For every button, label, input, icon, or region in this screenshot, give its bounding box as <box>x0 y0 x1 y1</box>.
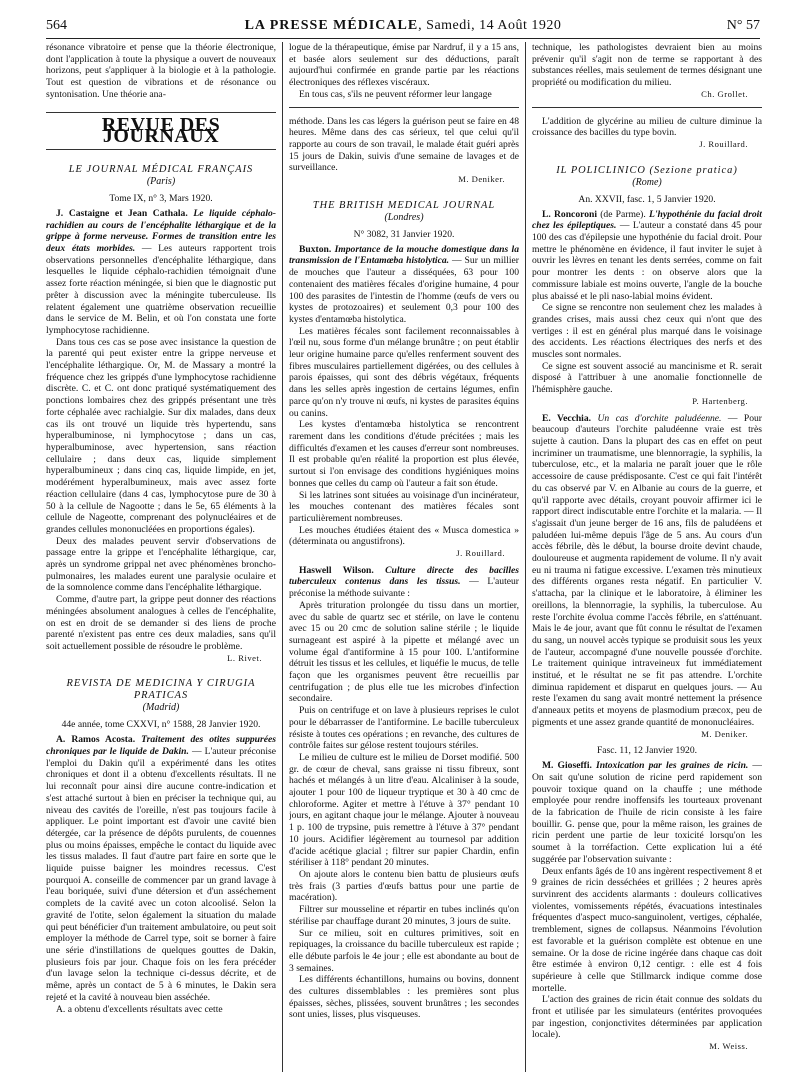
paragraph: Comme, d'autre part, la grippe peut donner des réactions méningées absolument analogues à celles de l'encéphalite, on est en droit de se demander si des liens de proche parenté n'existent pas entre ces deux maladies, sans qu'il soit actuellement possible de résoudre le problème. <box>46 594 276 652</box>
article-title: Intoxication par les graines de ricin. <box>595 760 749 772</box>
column-middle <box>289 42 519 1072</box>
article <box>532 209 762 303</box>
article-author: Haswell Wilson. <box>299 564 374 576</box>
paragraph: Les matières fécales sont facilement reconnaissables à l'œil nu, sous forme d'un mélange brunâtre ; on peut établir leur origine humaine parce qu'elles renferment souvent des fibres musculaires partiellement digérées, ou des cellules à parois épaisses, qui sont des débris végétaux, fréquents dans les selles après ingestion de certains légumes, enfin parce qu'on n'y trouve ni œufs, ni kystes de parasites équins ou canins. <box>289 325 519 419</box>
article-text: — Au reste l'examen du sang avait montré nettement la présence d'anneaux petits et moyens de plasmodium præcox, peu de pigments et une assez grande quantité de mononucléaires. <box>532 681 762 728</box>
signature: Ch. Grollet. <box>701 88 748 99</box>
article-author: L. Roncoroni <box>542 208 597 220</box>
paragraph: Ce signe est souvent associé au mancinisme et R. serait disposé à l'attribuer à une anomalie fonctionnelle de l'hémisphère gauche. <box>532 360 762 396</box>
article-text: — Les auteurs rapportent trois observations personnelles d'encéphalite léthargique, dans lesquelles le liquide céphalo-rachidien témoignait d'une assez forte réaction méningée, si bien que le diagnostic put prêter à discussion avec la méningite tuberculeuse. Ils relatent également une quatrième observation recueillie dans le service de M. Belin, et où l'on constata une forte lymphocytose rachidienne. <box>46 243 276 336</box>
journal-place: (Paris) <box>146 175 176 187</box>
article-text: — L'auteur préconise l'emploi du Dakin qu'il a expérimenté dans les otites chroniques et dont il a obtenu d'excellents résultats. Il ne lui reconnaît pour ainsi dire aucune contre-indication et s'est attaché surtout à bien en préciser la technique qui, au niveau des cavités de l'oreille, n'est pas toujours facile à appliquer. Le point important est d'avoir une cavité bien détergée, car la présence de dépôts purulents, de couennes plus ou moins épaisses, empêche le contact du liquide avec les tissus malades. Il faut d'autre part faire en sorte que le liquide puisse baigner les moindres recessus. C'est pourquoi A. conseille de commencer par un grand lavage à l'eau boriquée, suivi d'une détersion et d'un asséchement complets de la cavité avec un coton alcoolisé. Selon la gravité de l'otite, selon également la situation du malade qui peut bénéficier d'un traitement ambulatoire, ou peut soit employer la méthode de Carrel type, soit se borner à faire une série d'instillations de quelques gouttes de Dakin, plusieurs fois par jour. Chaque fois on les fera précéder d'un lavage selon la technique ci-dessus décrite, et de même, après un contact de 5 à 6 minutes, le Dakin sera rejeté et la cavité à nouveau bien asséchée. <box>46 746 276 1003</box>
article <box>532 760 762 865</box>
journal-title: LE JOURNAL MÉDICAL FRANÇAIS <box>68 163 254 175</box>
signature: M. Deniker. <box>701 728 748 739</box>
column-left <box>46 42 276 1072</box>
article <box>289 244 519 326</box>
paragraph: Les différents échantillons, humains ou bovins, donnent des cultures dissemblables : les premières sont plus épaisses, sèches, plissées, souvent brunâtres ; les secondes sont unies, lisses, plus visqueuses. <box>289 974 519 1021</box>
paragraph: Dans tous ces cas se pose avec insistance la question de la parenté qui peut exister entre la grippe nerveuse et l'encéphalite léthargique. Or, M. de Massary a montré la fréquence chez les grippés d'une lymphocytose rachidienne discrète. C. et C. ont donc pratiqué systématiquement des ponctions lombaires chez des grippés présentant une très forte céphalée avec rachialgie. Sur dix malades, dans deux cas ils ont trouvé un liquide très hypertendu, sans hyperalbuminose, ni lymphocytose ; dans un cas, hyperalbuminose, avec hypertension, sans réaction cellulaire ; dans deux cas, liquide simplement hyperalbumineux ; dans cinq cas, liquide limpide, en jet, modérément hyperalbumineux, mais avec assez forte réaction cellulaire (dans 4 cas, lymphocytose pure de 30 à 50 à la cellule de Nagootte ; dans le 5e, 65 éléments à la cellule de Nageotte, comprenant des polynucléaires et de grandes cellules mononucléées en proportions égales). <box>46 336 276 535</box>
signature: M. Deniker. <box>458 174 505 185</box>
article-author-origin: (de Parme). <box>600 208 646 220</box>
signature: L. Rivet. <box>227 652 262 663</box>
masthead-title: LA PRESSE MÉDICALE <box>244 18 419 33</box>
paragraph: Deux enfants âgés de 10 ans ingèrent respectivement 8 et 9 graines de ricin desséchées et grillées ; 2 heures après survinrent des accidents alarmants : douleurs collicatives violentes, vomissements répétés, évacuations intestinales fréquentes d'aspect muco-sanguinolent, vertiges, céphalée, tremblement, signes de collapsus. Néanmoins l'évolution est favorable et la guérison complète est obtenue en une semaine. Or la dose de ricine ingérée dans chaque cas doit être estimée à environ 0,12 centigr. : elle est 4 fois supérieure à celle que Stillmarck indique comme dose mortelle. <box>532 865 762 994</box>
page-number: 564 <box>46 18 67 33</box>
paragraph: Ce signe se rencontre non seulement chez les malades à grandes crises, mais aussi chez ceux qui n'ont que des vertiges : il est en général plus marqué dans le voisinage des accidents. Les réactions électriques des nerfs et des muscles sont normales. <box>532 302 762 361</box>
article <box>289 565 519 600</box>
article-title: L'hypothénie du facial droit chez les épileptiques. <box>532 208 762 232</box>
paragraph: Puis on centrifuge et on lave à plusieurs reprises le culot pour le débarrasser de l'antiformine. Le bacille tuberculeux résiste à toutes ces opérations ; en revanche, des cultures de contrôle faites sur gélose restent toujours stériles. <box>289 705 519 752</box>
paragraph: Sur ce milieu, soit en cultures primitives, soit en repiquages, la croissance du bacille tuberculeux est rapide ; elle débute parfois le 4e jour ; elle est abondante au bout de 3 semaines. <box>289 927 519 974</box>
article <box>46 208 276 337</box>
issue-number: N° 57 <box>726 18 760 33</box>
signature: M. Weiss. <box>709 1041 748 1052</box>
section-title: REVUE DES JOURNAUX <box>46 112 276 150</box>
article <box>46 734 276 1003</box>
journal-issue: An. XXVII, fasc. 1, 5 Janvier 1920. <box>578 193 716 205</box>
journal-title: THE BRITISH MEDICAL JOURNAL <box>312 199 496 211</box>
paragraph: L'addition de glycérine au milieu de culture diminue la croissance des bacilles du type bovin. <box>532 115 762 139</box>
article-title: Importance de la mouche domestique dans la transmission de l'Entamœba histolytica. <box>289 243 519 267</box>
article-author: Buxton. <box>299 243 332 255</box>
paragraph: logue de la thérapeutique, émise par Nardruf, il y a 15 ans, et basée alors seulement sur des déductions, paraît aujourd'hui confirmée en grande partie par les réactions électroniques des réflexes viscéraux. <box>289 42 519 89</box>
article-text: — L'auteur a constaté dans 45 pour 100 des cas d'épilepsie une hypothénie du facial droit. Pour mettre le phénomène en évidence, il faut inviter le sujet à ouvrir les lèvres en tenant les dents serrées, comme on fait pour montrer les dents : on observe alors que la commissure labiale est moins ouverte, l'angle de la bouche plus abaissé et le pli naso-labial moins évident. <box>532 220 762 302</box>
paragraph: technique, les pathologistes devraient bien au moins prévenir qu'il s'agit non de terme se rapportant à des substances réelles, mais seulement de termes désignant une propriété ou modification du milieu. <box>532 42 762 89</box>
journal-place: (Madrid) <box>142 702 180 714</box>
journal-issue: Fasc. 11, 12 Janvier 1920. <box>596 745 698 757</box>
paragraph: Après trituration prolongée du tissu dans un mortier, avec du sable de quartz sec et stérile, on lave le contenu avec 15 ou 20 cmc de solution saline stérile ; le liquide surnageant est aspiré à la pipette et mélangé avec un volume égal d'antiformine à 15 pour 100. L'antiformine détruit les tissus et les cellules, et liquéfie le mucus, de telle façon que les organismes peuvent être recueillis par centrifugation ; de plus elle tue les microbes d'infection secondaire. <box>289 599 519 705</box>
paragraph: On ajoute alors le contenu bien battu de plusieurs œufs très frais (3 parties d'œufs battus pour une partie de macération). <box>289 869 519 904</box>
paragraph: Deux des malades peuvent servir d'observations de passage entre la grippe et l'encéphalite léthargique, car, après un syndrome grippal net avec phénomènes broncho-pulmonaires, les malades eurent une paralysie oculaire et de la somnolence comme dans l'encéphalite léthargique. <box>46 535 276 594</box>
divider <box>289 107 519 108</box>
masthead <box>46 18 760 34</box>
journal-title: IL POLICLINICO (Sezione pratica) <box>556 164 738 176</box>
article-author: E. Vecchia. <box>542 412 592 424</box>
page-header <box>46 16 760 39</box>
article-title: Un cas d'orchite paludéenne. <box>597 412 722 424</box>
paragraph: En tous cas, s'ils ne peuvent réformer leur langage <box>299 88 492 100</box>
journal-place: (Londres) <box>384 211 424 223</box>
journal-title: REVISTA DE MEDICINA Y CIRUGIA PRATICAS <box>66 678 256 702</box>
column-rule <box>282 42 283 1072</box>
journal-issue: 44e année, tome CXXVI, n° 1588, 28 Janvier 1920. <box>61 719 261 731</box>
journal-place: (Rome) <box>632 176 662 188</box>
article-text: — Pour beaucoup d'auteurs l'orchite paludéenne vraie est très sujette à caution. Dans la plupart des cas en effet on peut incriminer un traumatisme, une blennorragie, la syphilis, la tuberculose, etc., et la malaria ne paraît jouer que le rôle accessoire de cause prédisposante. C'est ce qui fait l'intérêt du cas observé par V. en Albanie au cours de la guerre, et qu'il rapporte avec détails, croyant pouvoir affirmer ici le rapport direct indiscutable entre l'orchite et la malaria. <box>532 412 762 518</box>
paragraph: Si les latrines sont situées au voisinage d'un incinérateur, les mouches contenant des matières fécales sont particulièrement nombreuses. <box>289 489 519 524</box>
paragraph: Les kystes d'entamœba histolytica se rencontrent rarement dans les conditions d'étude précitées ; mais les difficultés d'examen et les causes d'erreur sont nombreuses. Il est probable qu'en réalité la proportion est plus élevée, surtout si l'on envisage des conditions hygiéniques moins bonnes que celles du camp où l'auteur a fait son étude. <box>289 419 519 489</box>
article-text: — Sur un millier de mouches que l'auteur a disséquées, 63 pour 100 contenaient des matières fécales d'origine humaine, 4 pour 100 des parasites de l'intestin de l'homme (œufs de vers ou kystes de protozoaires) et seulement 0,3 pour 100 des kystes d'entamœba histolytica. <box>289 255 519 325</box>
article-text: — On sait qu'une solution de ricine perd rapidement son pouvoir toxique quand on la chauffe ; une méthode employée pour rendre inoffensifs les tourteaux provenant de la fabrication de l'huile de ricin consiste à les faire bouillir. G. pense que, pour la même raison, les graines de ricin perdent une partie de leur toxicité lorsqu'on les soumet à la torréfaction. Cette explication lui a été suggérée par l'observation suivante : <box>532 760 762 865</box>
article-text: — L'auteur préconise la méthode suivante : <box>289 576 519 600</box>
article <box>532 413 762 729</box>
paragraph: Filtrer sur mousseline et répartir en tubes inclinés qu'on stérilise par chauffage durant 20 minutes, 3 jours de suite. <box>289 904 519 927</box>
article-title: Culture directe des bacilles tuberculeux contenus dans les tissus. <box>289 564 519 588</box>
signature: J. Rouillard. <box>699 138 748 149</box>
article-title: Traitement des otites suppurées chroniques par le liquide de Dakin. <box>46 734 276 758</box>
article-author: M. Gioseffi. <box>542 760 592 772</box>
signature: P. Hartenberg. <box>692 395 748 406</box>
paragraph: Les mouches étudiées étaient des « Musca domestica » (déterminata ou angustifrons). <box>289 524 519 548</box>
journal-issue: N° 3082, 31 Janvier 1920. <box>353 228 455 240</box>
article-title: Le liquide céphalo-rachidien au cours de l'encéphalite léthargique et de la grippe à forme nerveuse. Formes de transition entre les deux états morbides. <box>46 207 276 255</box>
paragraph: résonance vibratoire et pense que la théorie électronique, dont l'application à toute la physique a ouvert de nouveaux horizons, peut s'appliquer à la biologie et à la pathologie. Tout est question de vibrations et de résonance ou syntonisation. Une théorie ana- <box>46 42 276 100</box>
paragraph: L'action des graines de ricin était connue des soldats du front et utilisée par les simulateurs (entérites provoquées par ingestion, conjonctivites déterminées par application locale). <box>532 994 762 1041</box>
journal-issue: Tome IX, n° 3, Mars 1920. <box>109 192 213 204</box>
paragraph: Le milieu de culture est le milieu de Dorset modifié. 500 gr. de cœur de cheval, sans graisse ni tissu fibreux, sont hachés et mélangés à un litre d'eau. Alcaliniser à la soude, ajouter 1 pour 100 de liqueur tryptique et 30 à 40 cmc de chloroforme. Agiter et mettre à l'étuve à 37° pendant 10 jours, en agitant chaque jour le mélange. Ajouter à nouveau 1 p. 100 de trypsine, puis remettre à l'étuve à 37° pendant 10 jours. Acidifier légèrement au tournesol par addition d'acide acétique glacial ; filtrer sur papier Chardin, enfin stériliser à 118° pendant 20 minutes. <box>289 751 519 869</box>
column-rule <box>525 42 526 1072</box>
article-author: A. Ramos Acosta. <box>56 734 136 746</box>
masthead-date: , Samedi, 14 Août 1920 <box>418 18 562 33</box>
paragraph: A. a obtenu d'excellents résultats avec cette <box>56 1003 223 1015</box>
signature: J. Rouillard. <box>456 548 505 559</box>
article-author: J. Castaigne et Jean Cathala. <box>56 207 188 219</box>
divider <box>532 107 762 108</box>
paragraph: méthode. Dans les cas légers la guérison peut se faire en 48 heures. Même dans des cas sérieux, tel que celui qu'il rapporte au cours de son travail, le malade était guéri après 15 jours de Dakin, suivis d'une semaine de lavages et de surveillance. <box>289 115 519 174</box>
column-right <box>532 42 762 1072</box>
article-text: — Il s'agissait d'un jeune berger de 16 ans, fils de paludéens et paludéen lui-même depuis l'âge de 5 ans. Au cours d'un accès fébrile, dès le début, la bourse droite devint chaude, douloureuse et augmenta rapidement de volume. Il n'y avait eu ni trauma ni fatigue excessive. L'examen très minutieux des différents organes resta négatif. En particulier V. s'attacha, par la clinique et le laboratoire, à éliminer les oreillons, la blennorragie, la syphilis, la tuberculose. Au reste l'orchite évolua comme l'accès fébrile, en s'atténuant. Mais le 4e jour, avant que fût connu le résultat de l'examen du sang, un nouvel accès typique se produisit sous les yeux de l'auteur, accompagné d'une nouvelle poussée d'orchite. Le traitement quinique intraveineux fut immédiatement institué, et le résultat ne se fit pas attendre. L'orchite diminua rapidement et disparut en quelques jours. <box>532 506 762 693</box>
